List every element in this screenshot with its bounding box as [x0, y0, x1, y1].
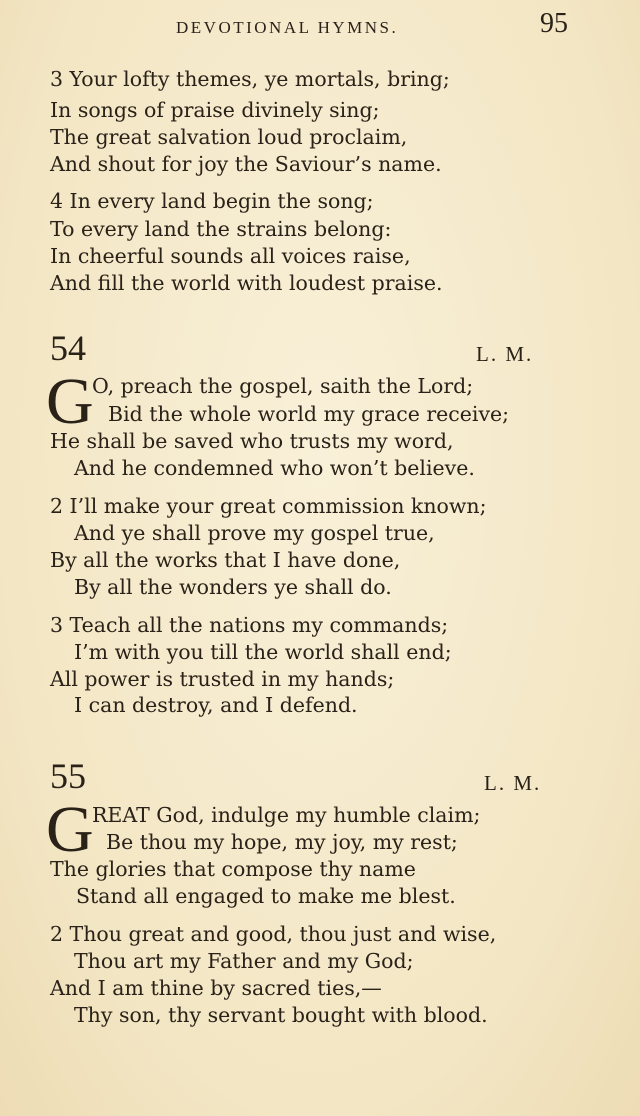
verse-line: Stand all engaged to make me blest. [76, 884, 456, 908]
verse-line: Thy son, thy servant bought with blood. [74, 1003, 488, 1027]
verse-line: 4 In every land begin the song; [50, 189, 374, 213]
drop-capital: G [46, 793, 94, 866]
verse-line: And I am thine by sacred ties,— [50, 976, 382, 1000]
verse-line: And ye shall prove my gospel true, [74, 521, 435, 545]
verse-line: 3 Teach all the nations my commands; [50, 613, 449, 637]
verse-line: I can destroy, and I defend. [74, 693, 358, 717]
hymn-number: 54 [50, 328, 86, 368]
drop-capital: G [46, 365, 94, 438]
verse-line: In cheerful sounds all voices raise, [50, 244, 411, 268]
verse-line: By all the wonders ye shall do. [74, 575, 392, 599]
verse-line: 3 Your lofty themes, ye mortals, bring; [50, 67, 450, 91]
page-number: 95 [540, 8, 568, 39]
verse-line: And fill the world with loudest praise. [50, 271, 443, 295]
verse-line: Bid the whole world my grace receive; [108, 402, 510, 426]
verse-line: 2 Thou great and good, thou just and wise, [50, 922, 497, 946]
verse-line: Thou art my Father and my God; [74, 949, 414, 973]
verse-line: Be thou my hope, my joy, my rest; [106, 830, 458, 854]
hymn-meter: L. M. [476, 342, 534, 366]
verse-line: And shout for joy the Saviour’s name. [50, 152, 442, 176]
hymn-number: 55 [50, 756, 86, 796]
verse-line: I’m with you till the world shall end; [74, 640, 452, 664]
running-title: DEVOTIONAL HYMNS. [176, 18, 399, 37]
verse-line: In songs of praise divinely sing; [50, 98, 380, 122]
verse-line: And he condemned who won’t believe. [74, 456, 475, 480]
verse-line: The great salvation loud proclaim, [50, 125, 408, 149]
verse-line: 2 I’ll make your great commission known; [50, 494, 487, 518]
verse-line: All power is trusted in my hands; [50, 667, 395, 691]
verse-line: By all the works that I have done, [50, 548, 401, 572]
hymn-meter: L. M. [484, 771, 542, 795]
verse-line: He shall be saved who trusts my word, [50, 429, 454, 453]
verse-line: The glories that compose thy name [50, 857, 416, 881]
verse-line: REAT God, indulge my humble claim; [92, 803, 481, 827]
verse-line: O, preach the gospel, saith the Lord; [92, 374, 474, 398]
verse-line: To every land the strains belong: [50, 217, 392, 241]
